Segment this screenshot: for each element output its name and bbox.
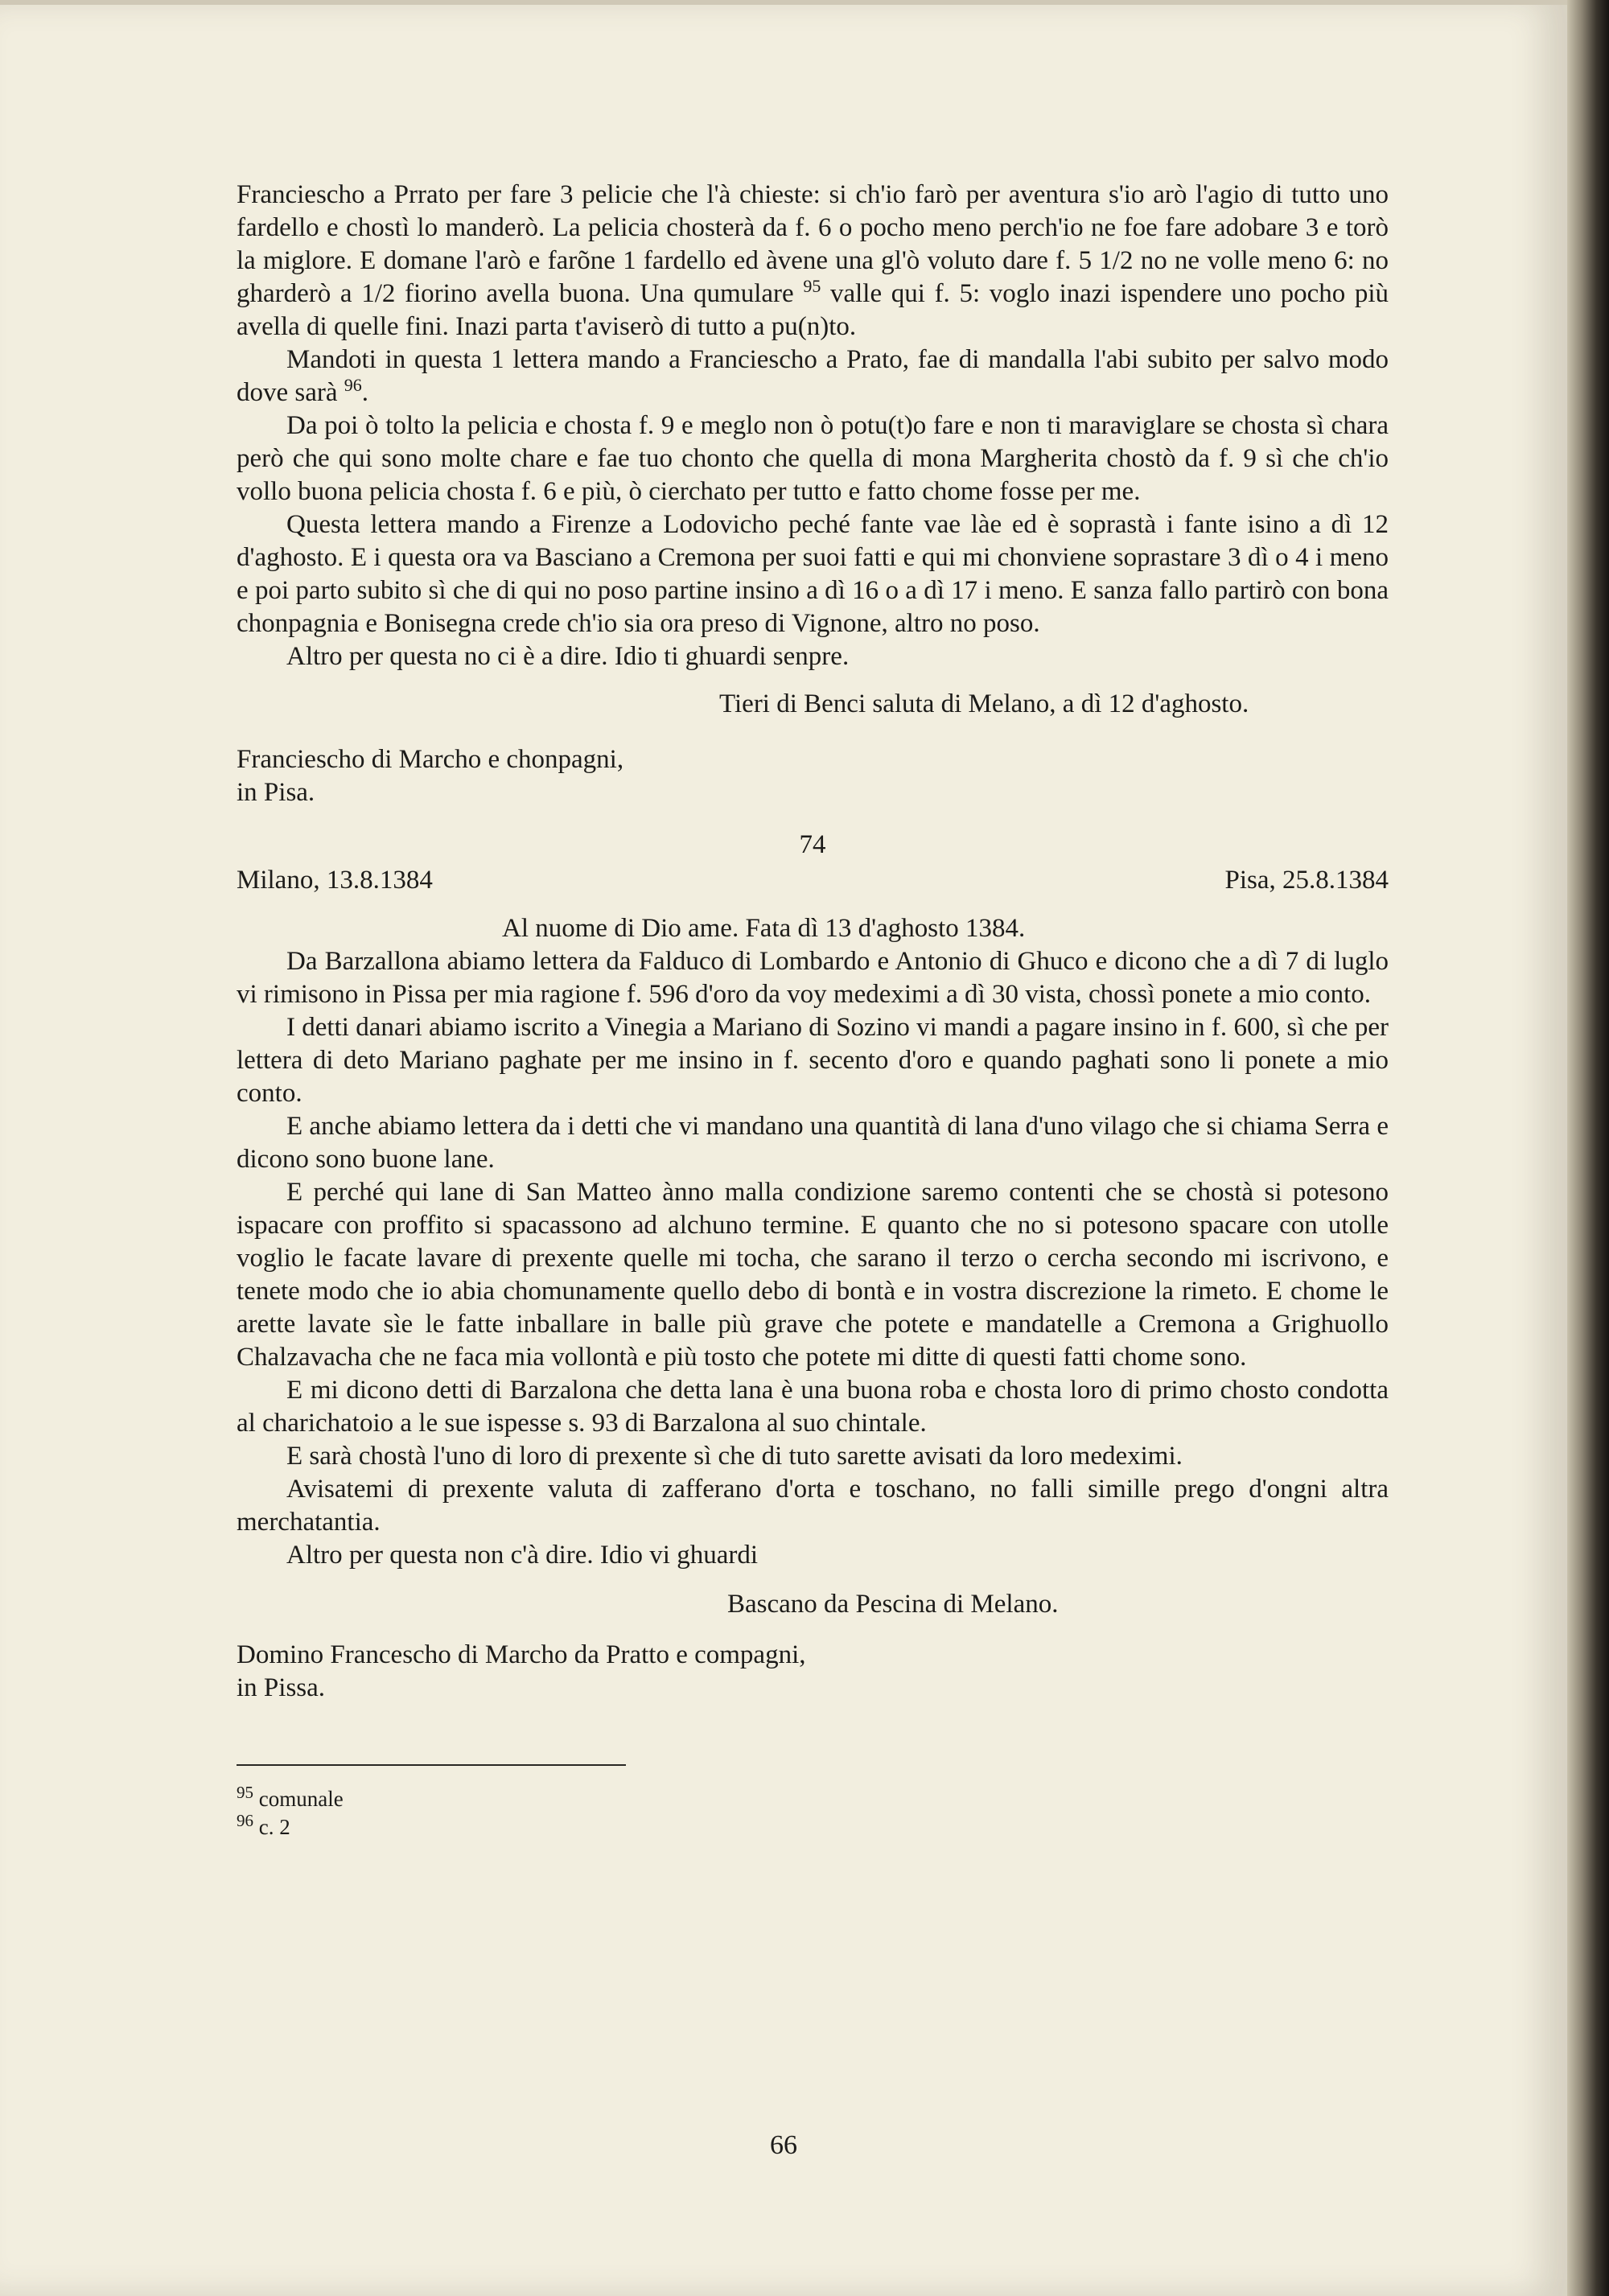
address-line: Domino Francescho di Marcho da Pratto e compagni, — [237, 1640, 806, 1669]
paragraph: E mi dicono detti di Barzalona che detta lana è una buona roba e chosta loro di primo chosto condotta al charichatoio a le sue ispesse s. 93 di Barzalona al suo chintale. — [237, 1376, 1389, 1438]
paragraph: Da Barzallona abiamo lettera da Falduco di Lombardo e Antonio di Ghuco e dicono che a dì 7 di luglo vi rimisono in Pissa per mia ragione f. 596 d'oro da voy medeximi a dì 30 vista, chossì ponete a mio conto. — [237, 947, 1389, 1009]
signature: Tieri di Benci saluta di Melano, a dì 12 d'aghosto. — [719, 689, 1249, 718]
address-line: in Pisa. — [237, 778, 315, 807]
address-block — [237, 743, 1389, 809]
footnote-ref: 95 — [803, 276, 821, 296]
signature: Bascano da Pescina di Melano. — [727, 1590, 1059, 1619]
address-line: in Pissa. — [237, 1673, 326, 1702]
address-block — [237, 1639, 1389, 1705]
footnote-ref: 96 — [344, 375, 362, 395]
address-line: Franciescho di Marcho e chonpagni, — [237, 745, 624, 774]
paragraph: Altro per questa no ci è a dire. Idio ti ghuardi senpre. — [286, 642, 850, 671]
footnote: $^{96}$ c. 2 — [237, 1811, 290, 1839]
letter-opening: Al nuome di Dio ame. Fata dì 13 d'aghosto 1384. — [502, 914, 1026, 943]
paragraph: Mandoti in questa 1 lettera mando a Franciescho a Prato, fae di mandalla l'abi subito per salvo modo dove sarà $^{96}$. — [237, 345, 1389, 407]
book-spine-edge — [1567, 0, 1609, 2296]
letter-destination: Pisa, 25.8.1384 — [1224, 866, 1389, 895]
paragraph: Franciescho a Prrato per fare 3 pelicie che l'à chieste: si ch'io farò per aventura s'io arò l'agio di tutto uno fardello e chostì lo manderò. La pelicia chosterà da f. 6 o pocho meno perch'io ne foe fare adobare 3 e torò la miglore. E domane l'arò e farõne 1 fardello ed àvene una gl'ò voluto dare f. 5 1/2 no ne volle meno 6: no gharderò a 1/2 fiorino avella buona. Una qumulare $^{95}$ valle qui f. 5: voglo inazi ispendere uno pocho più avella di quelle fini. Inazi parta t'aviserò di tutto a pu(n)to. — [237, 180, 1389, 341]
letter-origin: Milano, 13.8.1384 — [237, 866, 433, 895]
footnote-rule — [237, 1764, 626, 1766]
main-text — [237, 179, 1389, 1841]
paragraph: Avisatemi di prexente valuta di zafferano d'orta e toschano, no falli simille prego d'ongni altra merchatantia. — [237, 1475, 1389, 1537]
footnote: $^{95}$ comunale — [237, 1783, 344, 1811]
paragraph: E anche abiamo lettera da i detti che vi mandano una quantità di lana d'uno vilago che si chiama Serra e dicono sono buone lane. — [237, 1112, 1389, 1174]
page-number: 66 — [770, 2130, 797, 2160]
paragraph: Altro per questa non c'à dire. Idio vi ghuardi — [286, 1541, 759, 1570]
paragraph: I detti danari abiamo iscrito a Vinegia a Mariano di Sozino vi mandi a pagare insino in f. 600, sì che per lettera di deto Mariano paghate per me insino in f. secento d'oro e quando paghati sono li ponete a mio conto. — [237, 1013, 1389, 1108]
letter-number: 74 — [799, 830, 826, 859]
letter-header — [237, 829, 1389, 895]
paragraph: Da poi ò tolto la pelicia e chosta f. 9 e meglo non ò potu(t)o fare e non ti maraviglare se chosta sì chara però che qui sono molte chare e fae tuo chonto che quella di mona Margherita chostò da f. 9 sì che ch'io vollo buona pelicia chosta f. 6 e più, ò cierchato per tutto e fatto chome fosse per me. — [237, 411, 1389, 506]
paragraph: E perché qui lane di San Matteo ànno malla condizione saremo contenti che se chostà si potesono ispacare con proffito si spacassono ad alchuno termine. E quanto che no si potesono spacare con utolle voglio le facate lavare di prexente quelle mi tocha, che sarano il terzo o cercha secondo mi iscrivono, e tenete modo che io abia chomunamente quello debo di bontà e in vostra discrezione la rimeto. E chome le arette lavate sìe le fatte inballare in balle più grave che potete e mandatelle a Cremona a Grighuollo Chalzavacha che ne faca mia vollontà e più tosto che potete mi ditte di questi fatti chome sono. — [237, 1178, 1389, 1372]
paragraph: E sarà chostà l'uno di loro di prexente sì che di tuto sarette avisati da loro medeximi. — [286, 1442, 1183, 1471]
paragraph: Questa lettera mando a Firenze a Lodovicho peché fante vae làe ed è soprastà i fante isino a dì 12 d'aghosto. E i questa ora va Basciano a Cremona per suoi fatti e qui mi chonviene soprastare 3 dì o 4 i meno e poi parto subito sì che di qui no poso partine insino a dì 16 o a dì 17 i meno. E sanza fallo partirò con bona chonpagnia e Bonisegna crede ch'io sia ora preso di Vignone, altro no poso. — [237, 510, 1389, 638]
